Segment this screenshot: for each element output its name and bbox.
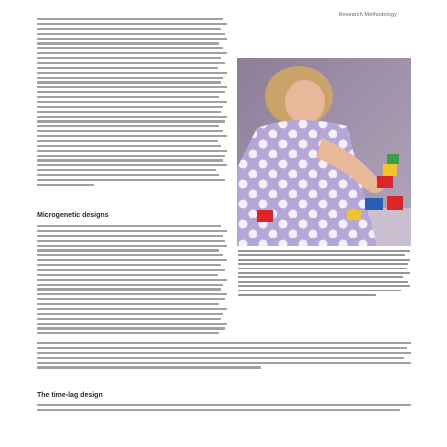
section-heading-microgenetic: Microgenetic designs <box>37 212 109 219</box>
section-heading-timelag: The time-lag design <box>37 392 103 399</box>
intro-paragraph <box>37 18 227 189</box>
microgenetic-paragraph-continued <box>37 342 411 371</box>
microgenetic-paragraph <box>37 225 227 337</box>
child-photo-illustration <box>237 58 411 246</box>
timelag-paragraph <box>37 404 411 414</box>
photo-child-with-blocks <box>237 58 411 246</box>
photo-caption <box>238 250 410 298</box>
running-header: Research Methodology <box>338 12 397 18</box>
